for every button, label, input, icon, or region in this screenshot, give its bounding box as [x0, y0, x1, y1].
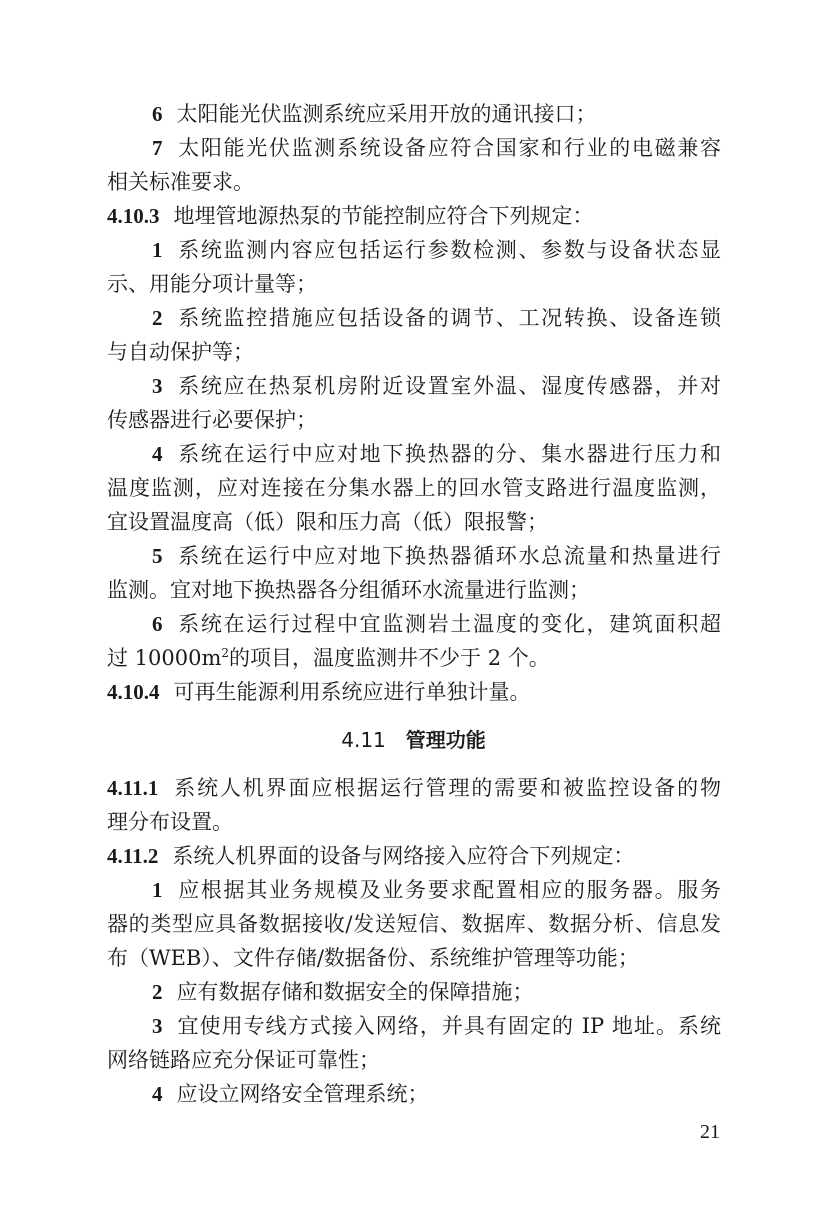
page-number: 21 [700, 1121, 720, 1143]
list-item: 4 系统在运行中应对地下换热器的分、集水器进行压力和 [152, 442, 721, 466]
text-line: 与自动保护等； [107, 340, 254, 364]
text-line: 宜设置温度高（低）限和压力高（低）限报警； [107, 510, 548, 534]
list-item: 6 系统在运行过程中宜监测岩土温度的变化，建筑面积超 [152, 612, 721, 636]
clause: 4.11.2 系统人机界面的设备与网络接入应符合下列规定： [107, 844, 635, 868]
list-item: 3 宜使用专线方式接入网络，并具有固定的 IP 地址。系统 [152, 1014, 721, 1038]
text-line: 传感器进行必要保护； [107, 408, 317, 432]
text-line: 相关标准要求。 [107, 170, 254, 194]
text-line: 理分布设置。 [107, 810, 233, 834]
list-item: 3 系统应在热泵机房附近设置室外温、湿度传感器，并对 [152, 374, 721, 398]
text-line: 监测。宜对地下换热器各分组循环水流量进行监测； [107, 578, 590, 602]
text-line: 布（WEB）、文件存储/数据备份、系统维护管理等功能； [107, 946, 639, 970]
text-line: 过 $10000m^2$的项目，温度监测井不少于 2 个。 [107, 646, 550, 670]
list-item: 4 应设立网络安全管理系统； [152, 1082, 429, 1106]
text-line: 示、用能分项计量等； [107, 272, 317, 296]
list-item: 6 太阳能光伏监测系统应采用开放的通讯接口； [152, 102, 597, 126]
list-item: 1 应根据其业务规模及业务要求配置相应的服务器。服务 [152, 878, 721, 902]
text-line: 器的类型应具备数据接收/发送短信、数据库、数据分析、信息发 [107, 912, 721, 936]
list-item: 5 系统在运行中应对地下换热器循环水总流量和热量进行 [152, 544, 721, 568]
list-item: 1 系统监测内容应包括运行参数检测、参数与设备状态显 [152, 238, 721, 262]
text-line: 温度监测，应对连接在分集水器上的回水管支路进行温度监测， [107, 476, 721, 500]
clause: 4.10.3 地埋管地源热泵的节能控制应符合下列规定： [107, 204, 594, 228]
text-line: 网络链路应充分保证可靠性； [107, 1048, 380, 1072]
clause: 4.10.4 可再生能源利用系统应进行单独计量。 [107, 680, 531, 704]
list-item: 2 应有数据存储和数据安全的保障措施； [152, 980, 534, 1004]
clause: 4.11.1 系统人机界面应根据运行管理的需要和被监控设备的物 [107, 776, 721, 800]
section-heading: 4.11 管理功能 [341, 728, 486, 752]
list-item: 2 系统监控措施应包括设备的调节、工况转换、设备连锁 [152, 306, 721, 330]
list-item: 7 太阳能光伏监测系统设备应符合国家和行业的电磁兼容 [152, 136, 721, 160]
